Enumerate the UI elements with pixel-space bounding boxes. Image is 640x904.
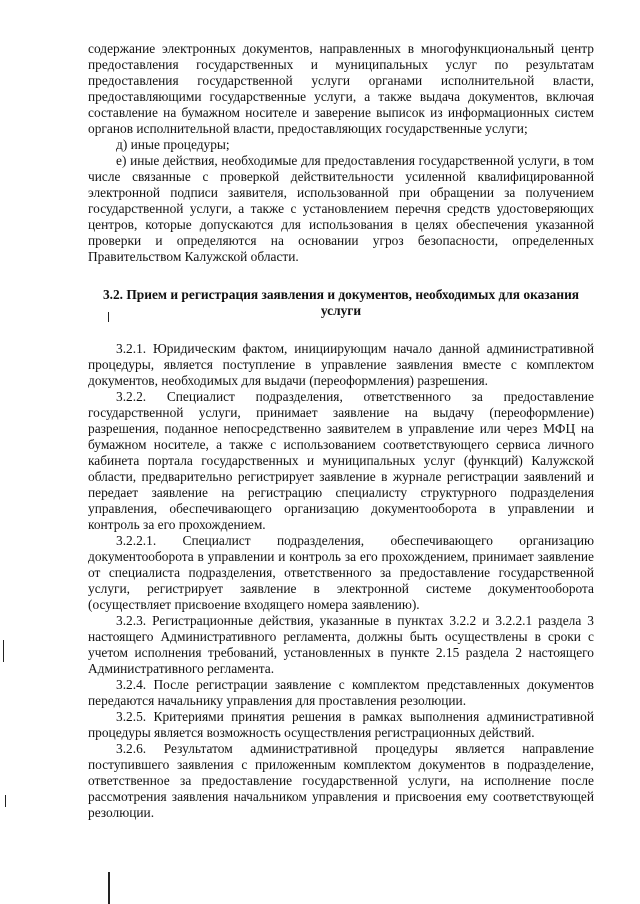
paragraph-continuation: содержание электронных документов, направленных в многофункциональный центр предоставления государственных и муниципальных услуг по результатам предоставления государственной услуги органами исполнительной власти, предоставляющими государственные услуги, а также выдача документов, включая составление на бумажном носителе и заверение выписок из информационных систем органов исполнительной власти, предоставляющих государственные услуги; bbox=[88, 41, 594, 136]
paragraph-3-2-6: 3.2.6. Результатом административной процедуры является направление поступившего заявления с приложенным комплектом документов в подразделение, ответственное за предоставление государственной услуги, на исполнение после рассмотрения заявления начальником управления и присвоения ему соответствующей резолюции. bbox=[88, 741, 594, 820]
paragraph-item-e: е) иные действия, необходимые для предоставления государственной услуги, в том числе связанные с проверкой действительности усиленной квалифицированной электронной подписи заявителя, использованной при обращении за получением государственной услуги, а также с установлением перечня средств удостоверяющих центров, которые допускаются для использования в целях обеспечения указанной проверки и определяются на основании угроз безопасности, определенных Правительством Калужской области. bbox=[88, 153, 594, 264]
scan-mark-left-edge bbox=[3, 640, 4, 662]
paragraph-3-2-1: 3.2.1. Юридическим фактом, инициирующим начало данной административной процедуры, является поступление в управление заявления вместе с комплектом документов, необходимых для выдачи (переоформления) разрешения. bbox=[88, 341, 594, 388]
paragraph-item-d: д) иные процедуры; bbox=[116, 137, 230, 152]
scan-mark-bottom bbox=[108, 872, 110, 904]
paragraph-3-2-3: 3.2.3. Регистрационные действия, указанные в пунктах 3.2.2 и 3.2.2.1 раздела 3 настоящего Административного регламента, должны быть осуществлены в сроки с учетом исполнения требований, установленных в пункте 2.15 раздела 2 настоящего Административного регламента. bbox=[88, 613, 594, 676]
scan-mark-heading bbox=[108, 312, 109, 322]
paragraph-3-2-2-1: 3.2.2.1. Специалист подразделения, обеспечивающего организацию документооборота в управлении и контроль за его прохождением, принимает заявление от специалиста подразделения, ответственного за предоставление государственной услуги, регистрирует заявление в электронной системе документооборота (осуществляет присвоение входящего номера заявлению). bbox=[88, 533, 594, 612]
paragraph-3-2-2: 3.2.2. Специалист подразделения, ответственного за предоставление государственной услуги, принимает заявление на выдачу (переоформление) разрешения, поданное непосредственно заявителем в управление или через МФЦ на бумажном носителе, а также с использованием соответствующего сервиса личного кабинета портала государственных и муниципальных услуг (функций) Калужской области, предварительно регистрирует заявление в журнале регистрации заявлений и передает заявление на регистрацию специалисту структурного подразделения управления, обеспечивающего организацию документооборота в управлении и контроль за его прохождением. bbox=[88, 389, 594, 532]
paragraph-3-2-5: 3.2.5. Критериями принятия решения в рамках выполнения административной процедуры является возможность осуществления регистрационных действий. bbox=[88, 709, 594, 740]
scan-mark-lower-left bbox=[5, 795, 6, 807]
section-heading: 3.2. Прием и регистрация заявления и документов, необходимых для оказания услуги bbox=[102, 287, 580, 318]
document-page bbox=[88, 41, 594, 821]
paragraph-3-2-4: 3.2.4. После регистрации заявление с комплектом представленных документов передаются начальнику управления для проставления резолюции. bbox=[88, 677, 594, 708]
